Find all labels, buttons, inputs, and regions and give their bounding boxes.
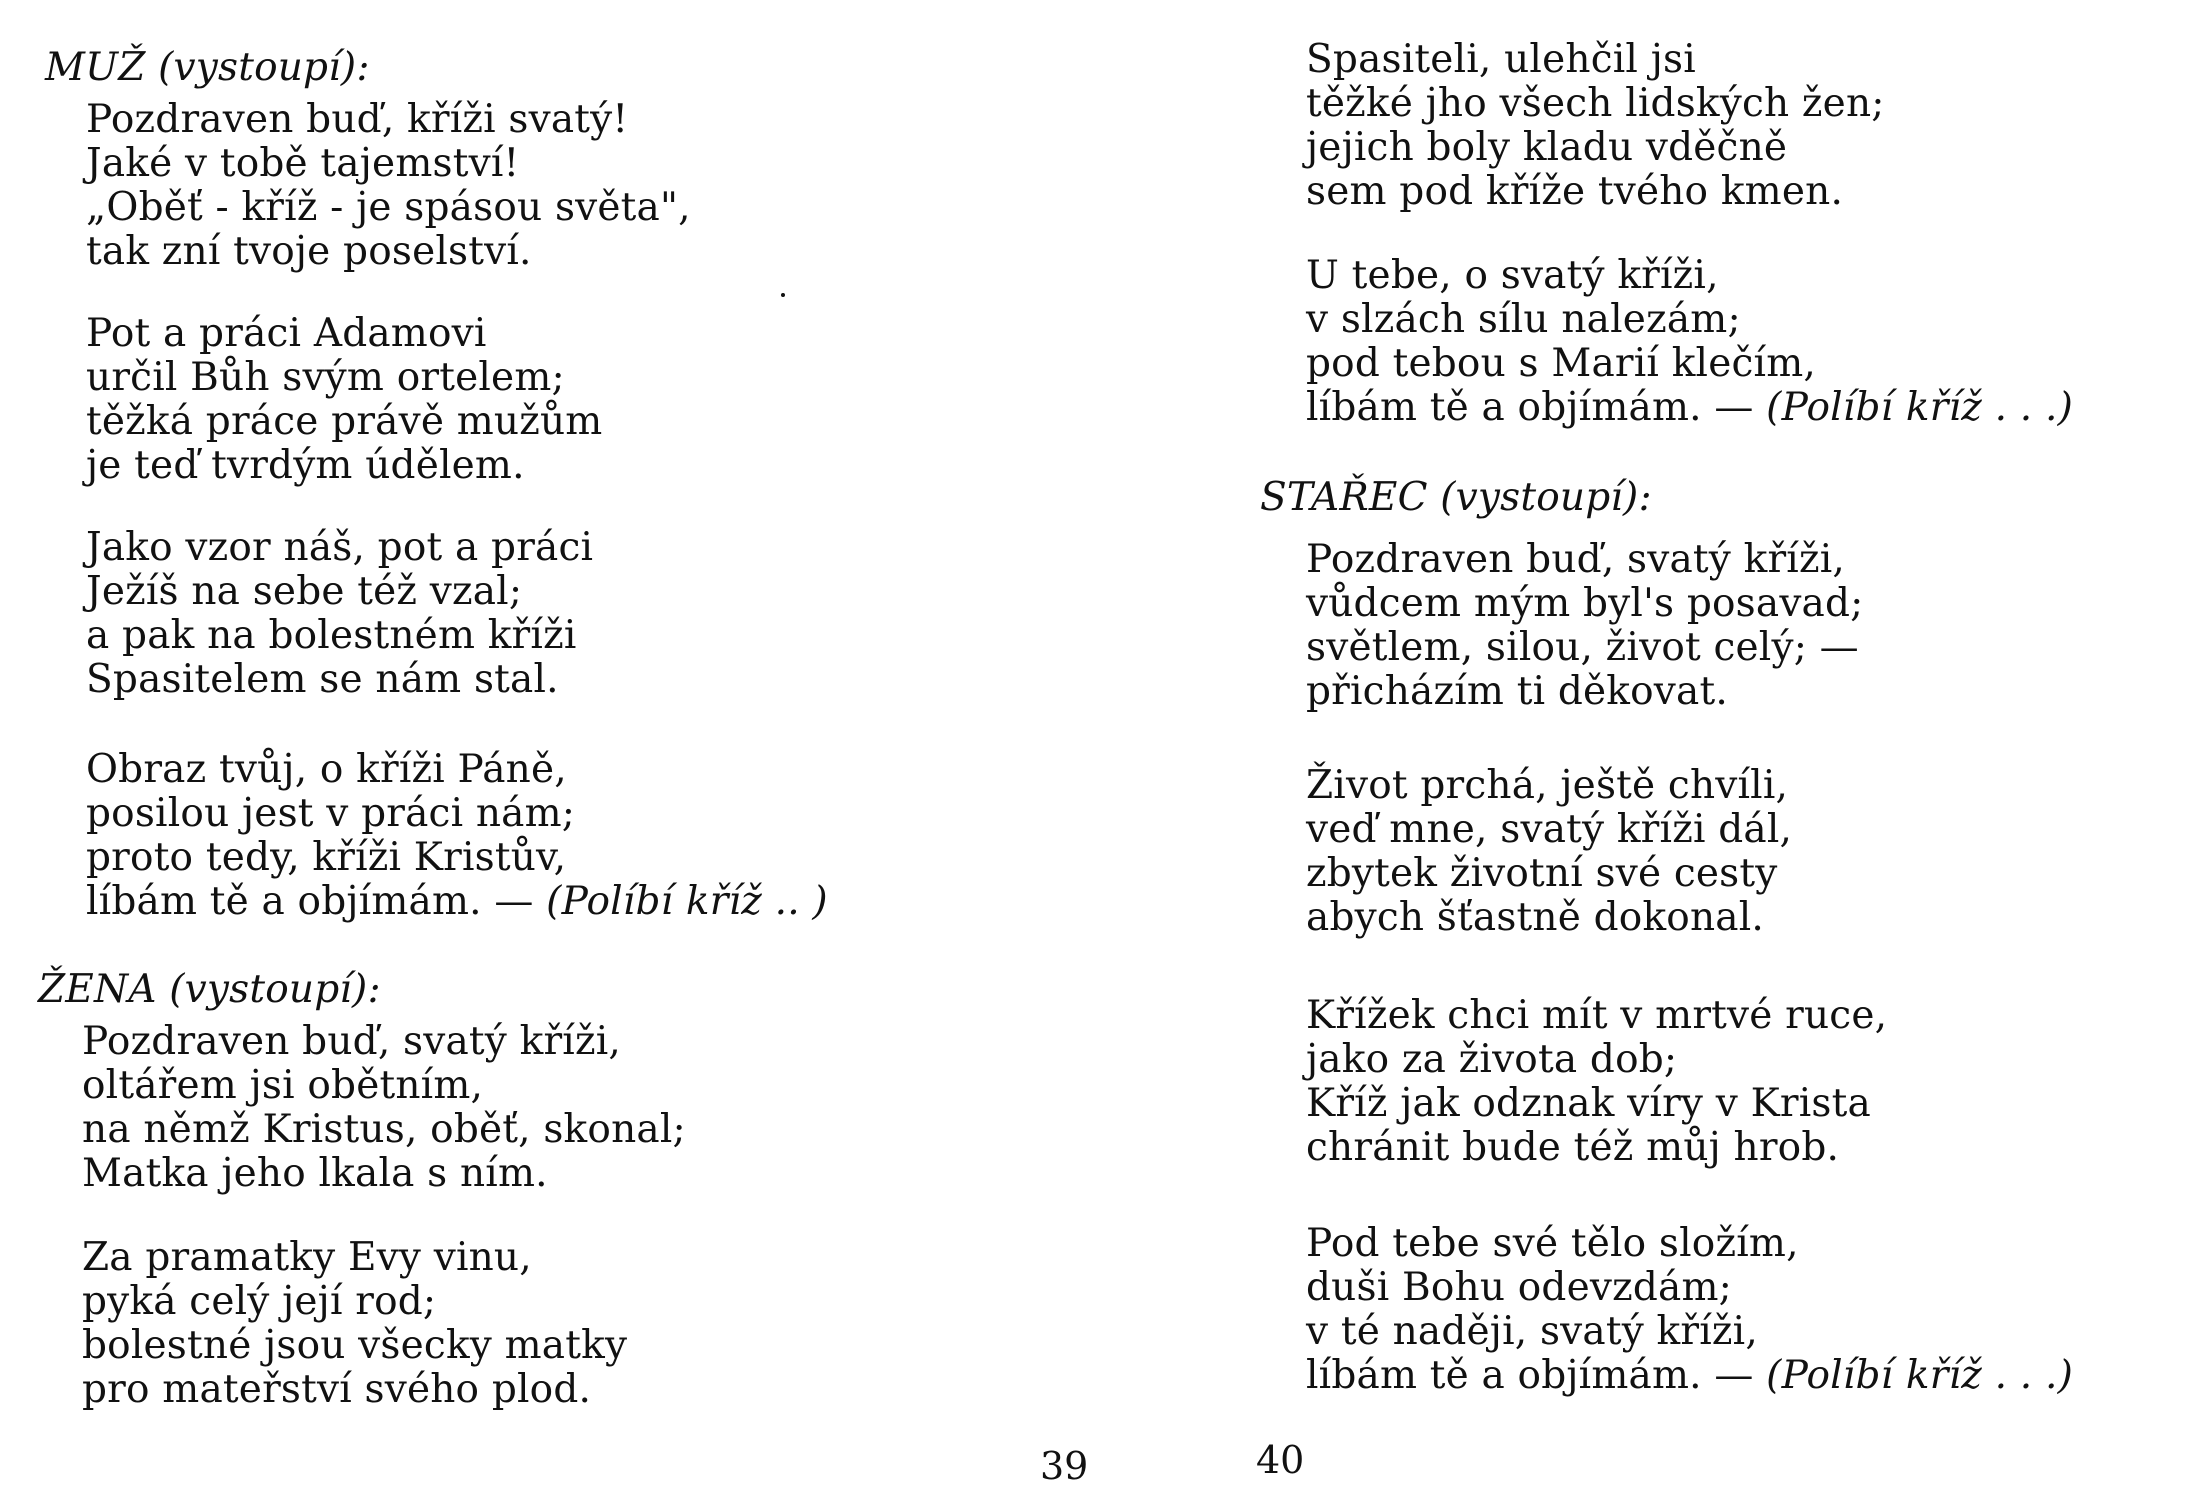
verse-line: pyká celý její rod; [82, 1279, 437, 1324]
verse-text: líbám tě a objímám. — [1306, 385, 1754, 430]
verse-line: chránit bude též můj hrob. [1306, 1125, 1840, 1170]
stage-direction: (Políbí kříž . . .) [1766, 1353, 2074, 1398]
verse-line: bolestné jsou všecky matky [82, 1323, 628, 1368]
verse-line: Jaké v tobě tajemství! [86, 141, 520, 186]
verse-line: Pozdraven buď, svatý kříži, [82, 1019, 621, 1064]
verse-line: přicházím ti děkovat. [1306, 669, 1728, 714]
stage-direction: (Políbí kříž . . .) [1766, 385, 2074, 430]
verse-line: pro mateřství svého plod. [82, 1367, 592, 1412]
speaker-muz: MUŽ (vystoupí): [45, 45, 370, 90]
verse-line: Spasitelem se nám stal. [86, 657, 559, 702]
verse-line: Křížek chci mít v mrtvé ruce, [1306, 993, 1888, 1038]
verse-line: duši Bohu odevzdám; [1306, 1265, 1732, 1310]
page-number: 40 [1256, 1438, 1305, 1482]
verse-line: je teď tvrdým údělem. [86, 443, 525, 488]
verse-line: v té naději, svatý kříži, [1306, 1309, 1758, 1354]
verse-line: abych šťastně dokonal. [1306, 895, 1765, 940]
verse-line: U tebe, o svatý kříži, [1306, 253, 1719, 298]
verse-line: sem pod kříže tvého kmen. [1306, 169, 1844, 214]
verse-line: Pozdraven buď, kříži svatý! [86, 97, 629, 142]
speaker-zena: ŽENA (vystoupí): [38, 967, 381, 1012]
verse-line-with-stage-direction [1306, 1354, 2073, 1398]
verse-line-with-stage-direction [86, 880, 828, 924]
verse-line: proto tedy, kříži Kristův, [86, 835, 567, 880]
verse-line: Spasiteli, ulehčil jsi [1306, 37, 1696, 82]
verse-line: Matka jeho lkala s ním. [82, 1151, 548, 1196]
verse-line: tak zní tvoje poselství. [86, 229, 532, 274]
verse-line: Jako vzor náš, pot a práci [86, 525, 594, 570]
verse-line: Za pramatky Evy vinu, [82, 1235, 532, 1280]
page-number: 39 [1040, 1444, 1089, 1488]
verse-line-with-stage-direction [1306, 386, 2073, 430]
verse-line: Život prchá, ještě chvíli, [1306, 763, 1789, 808]
verse-line: Obraz tvůj, o kříži Páně, [86, 747, 567, 792]
verse-line: a pak na bolestném kříži [86, 613, 577, 658]
verse-text: líbám tě a objímám. — [86, 879, 534, 924]
verse-line: „Oběť - kříž - je spásou světa", [86, 185, 691, 230]
stage-direction: (Políbí kříž .. ) [546, 879, 828, 924]
verse-line: pod tebou s Marií klečím, [1306, 341, 1816, 386]
verse-line: Kříž jak odznak víry v Krista [1306, 1081, 1871, 1126]
verse-line: určil Bůh svým ortelem; [86, 355, 565, 400]
print-speck [781, 293, 785, 297]
verse-line: těžké jho všech lidských žen; [1306, 81, 1885, 126]
speaker-starec: STAŘEC (vystoupí): [1260, 475, 1652, 520]
verse-line: světlem, silou, život celý; — [1306, 625, 1859, 670]
verse-line: Pot a práci Adamovi [86, 311, 487, 356]
verse-line: Ježíš na sebe též vzal; [86, 569, 523, 614]
verse-text: líbám tě a objímám. — [1306, 1353, 1754, 1398]
verse-line: jako za života dob; [1306, 1037, 1678, 1082]
verse-line: Pod tebe své tělo složím, [1306, 1221, 1799, 1266]
verse-line: posilou jest v práci nám; [86, 791, 576, 836]
right-page [1105, 0, 2210, 1500]
verse-line: oltářem jsi obětním, [82, 1063, 484, 1108]
verse-line: veď mne, svatý kříži dál, [1306, 807, 1793, 852]
verse-line: těžká práce právě mužům [86, 399, 603, 444]
verse-line: na němž Kristus, oběť, skonal; [82, 1107, 686, 1152]
verse-line: vůdcem mým byl's posavad; [1306, 581, 1864, 626]
verse-line: Pozdraven buď, svatý kříži, [1306, 537, 1845, 582]
verse-line: zbytek životní své cesty [1306, 851, 1778, 896]
verse-line: jejich boly kladu vděčně [1306, 125, 1788, 170]
verse-line: v slzách sílu nalezám; [1306, 297, 1741, 342]
